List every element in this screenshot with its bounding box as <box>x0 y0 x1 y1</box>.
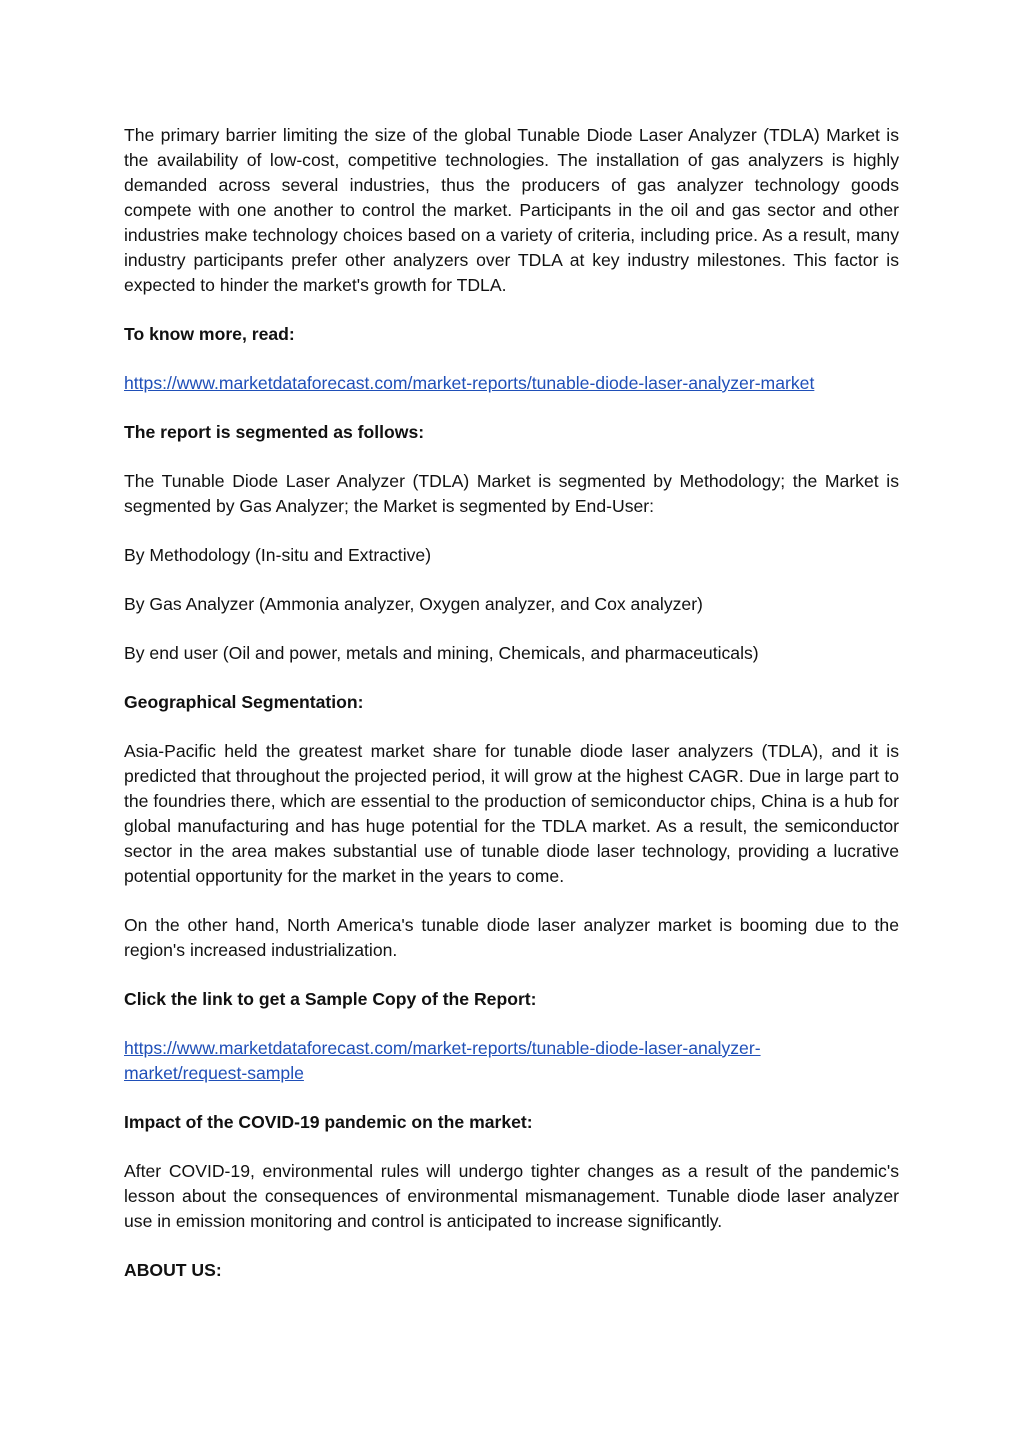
geographical-paragraph-north-america: On the other hand, North America's tunable diode laser analyzer market is booming due to the region's increased industrialization. <box>124 915 899 960</box>
covid-paragraph: After COVID-19, environmental rules will undergo tighter changes as a result of the pandemic's lesson about the consequences of environmental mismanagement. Tunable diode laser analyzer use in emission monitoring and control is anticipated to increase significantly. <box>124 1161 899 1231</box>
segmentation-paragraph: The Tunable Diode Laser Analyzer (TDLA) Market is segmented by Methodology; the Market is segmented by Gas Analyzer; the Market is segmented by End-User: <box>124 471 899 516</box>
geographical-heading: Geographical Segmentation: <box>124 692 364 712</box>
segment-methodology: By Methodology (In-situ and Extractive) <box>124 545 432 565</box>
segment-end-user: By end user (Oil and power, metals and mining, Chemicals, and pharmaceuticals) <box>124 643 759 663</box>
intro-paragraph: The primary barrier limiting the size of the global Tunable Diode Laser Analyzer (TDLA) Market is the availability of low-cost, competitive technologies. The installation of gas analyzers is highly demanded across several industries, thus the producers of gas analyzer technology goods compete with one another to control the market. Participants in the oil and gas sector and other industries make technology choices based on a variety of criteria, including price. As a result, many industry participants prefer other analyzers over TDLA at key industry milestones. This factor is expected to hinder the market's growth for TDLA. <box>124 125 899 295</box>
document-page <box>124 123 899 1307</box>
sample-link-line-2: market/request-sample <box>124 1063 304 1083</box>
sample-link-paragraph <box>124 1036 899 1086</box>
segmentation-heading: The report is segmented as follows: <box>124 422 425 442</box>
report-link-paragraph <box>124 371 899 396</box>
about-us-heading: ABOUT US: <box>124 1260 222 1280</box>
know-more-heading: To know more, read: <box>124 324 295 344</box>
sample-link[interactable] <box>124 1038 761 1083</box>
sample-link-line-1: https://www.marketdataforecast.com/market-reports/tunable-diode-laser-analyzer- <box>124 1038 761 1058</box>
geographical-paragraph-asia: Asia-Pacific held the greatest market share for tunable diode laser analyzers (TDLA), and it is predicted that throughout the projected period, it will grow at the highest CAGR. Due in large part to the foundries there, which are essential to the production of semiconductor chips, China is a hub for global manufacturing and has huge potential for the TDLA market. As a result, the semiconductor sector in the area makes substantial use of tunable diode laser technology, providing a lucrative potential opportunity for the market in the years to come. <box>124 741 899 886</box>
sample-copy-heading: Click the link to get a Sample Copy of the Report: <box>124 989 537 1009</box>
report-link[interactable]: https://www.marketdataforecast.com/market-reports/tunable-diode-laser-analyzer-market <box>124 373 815 393</box>
segment-gas-analyzer: By Gas Analyzer (Ammonia analyzer, Oxygen analyzer, and Cox analyzer) <box>124 594 703 614</box>
covid-heading: Impact of the COVID-19 pandemic on the market: <box>124 1112 533 1132</box>
